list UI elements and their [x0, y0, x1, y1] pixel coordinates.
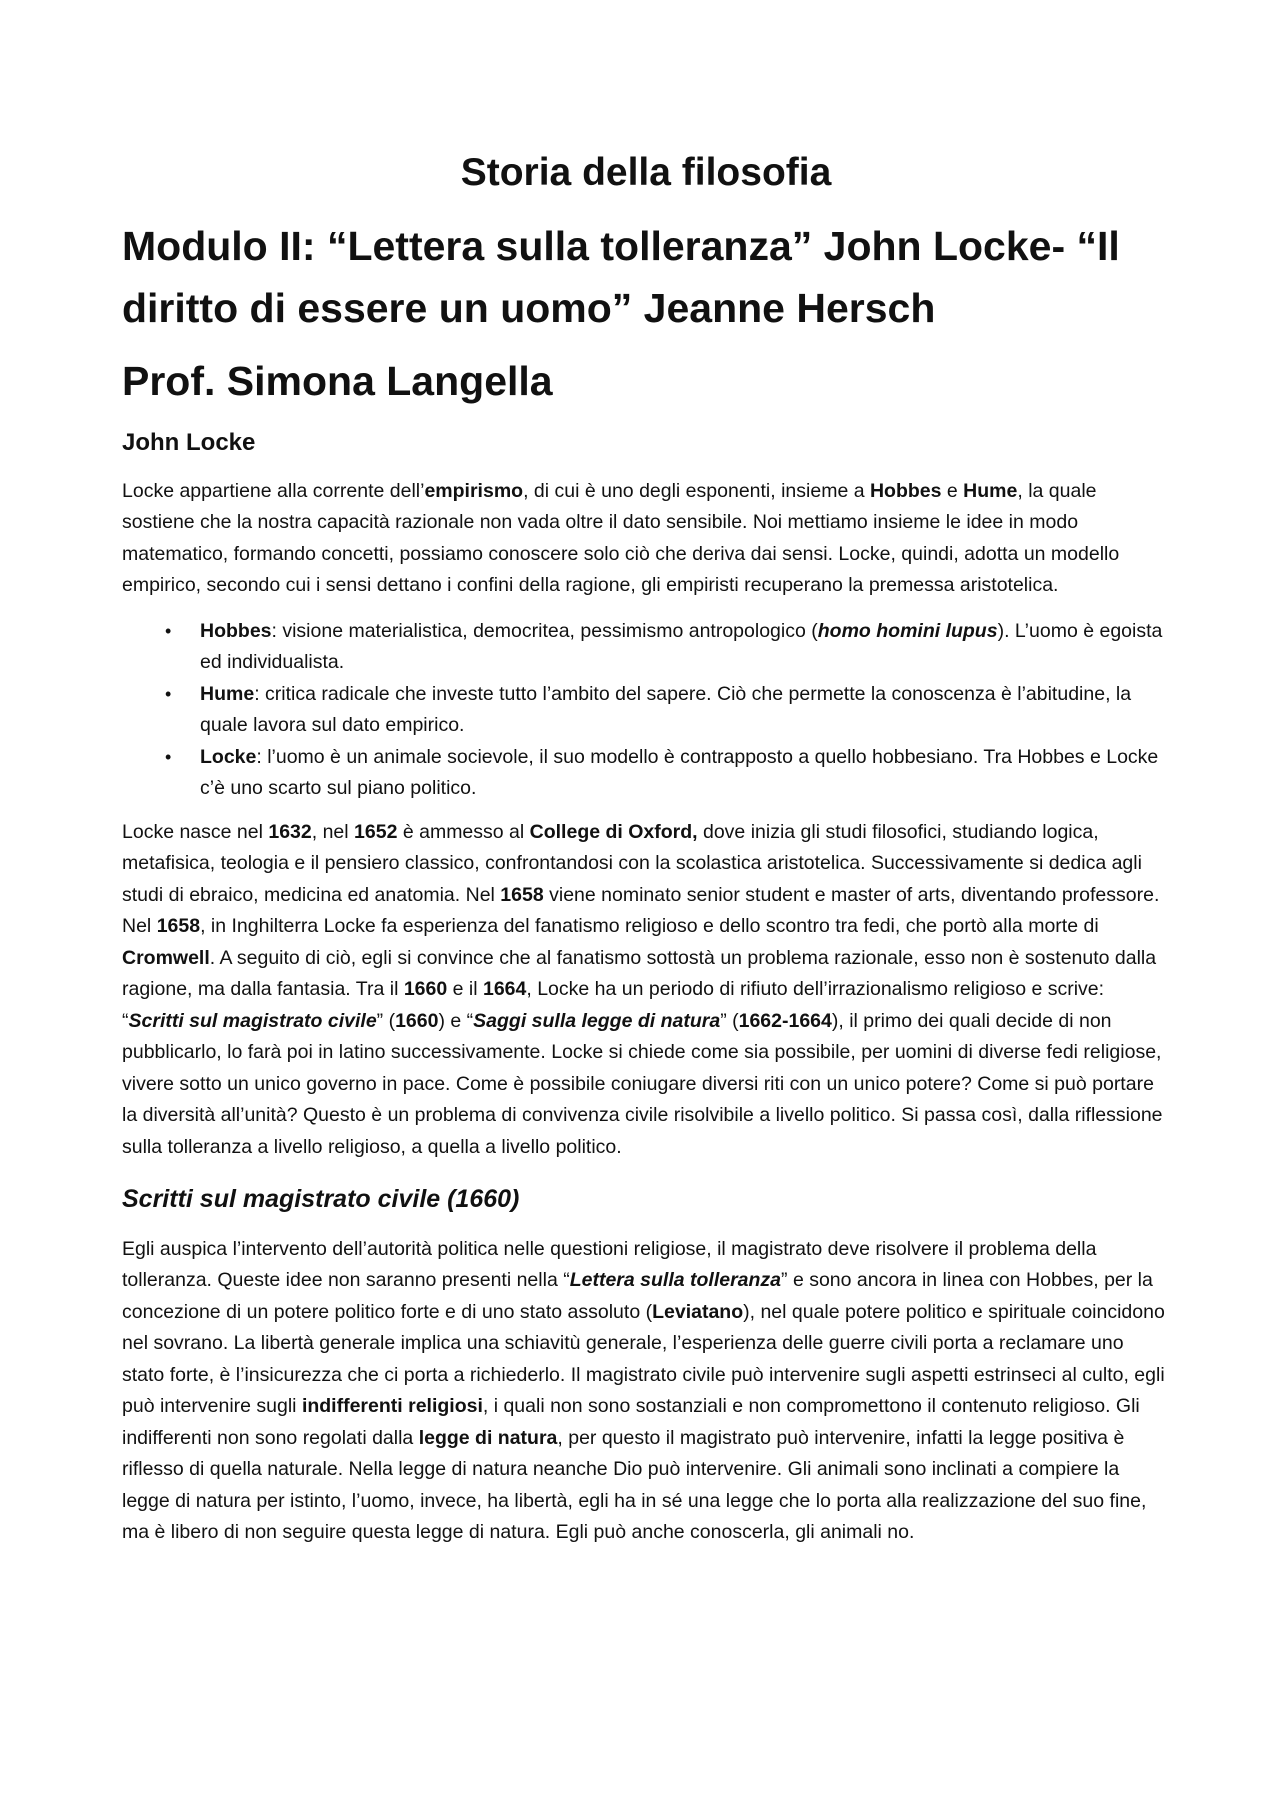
emphasis-term: Lettera sulla tolleranza: [569, 1269, 782, 1292]
bold-term: 1658: [500, 883, 544, 906]
bold-term: College di Oxford,: [529, 820, 698, 843]
text-run: : visione materialistica, democritea, pessimismo antropologico (: [271, 619, 818, 642]
text-run: , la quale sostiene che la nostra capacità razionale non vada oltre il dato sensibile. Noi mettiamo insieme le idee in modo matematico, formando concetti, possiamo conoscere solo ciò che deriva dai sensi. Locke, quindi, adotta un modello empirico, secondo cui i sensi dettano i confini della ragione, gli empiristi recuperano la premessa aristotelica.: [122, 479, 1120, 597]
subsection-heading: Scritti sul magistrato civile (1660): [122, 1185, 520, 1214]
text-run: , per questo il magistrato può intervenire, infatti la legge positiva è riflesso di quella naturale. Nella legge di natura neanche Dio può intervenire. Gli animali sono inclinati a compiere la legge di natura per istinto, l’uomo, invece, ha libertà, egli ha in sé una legge che lo porta alla realizzazione del suo fine, ma è libero di non seguire questa legge di natura. Egli può anche conoscerla, gli animali no.: [122, 1426, 1147, 1544]
section-heading: John Locke: [122, 428, 256, 456]
bold-term: Hume: [200, 682, 255, 705]
intro-paragraph: [122, 476, 1170, 602]
bullet-icon: •: [165, 683, 172, 704]
text-run: dove inizia gli studi filosofici, studiando logica, metafisica, teologia e il pensiero classico, confrontandosi con la scolastica aristotelica. Successivamente si dedica agli studi di ebraico, medicina ed anatomia. Nel: [122, 820, 1142, 906]
text-run: ” e sono ancora in linea con Hobbes, per la concezione di un potere politico forte e di uno stato assoluto (: [122, 1269, 1153, 1323]
professor-heading: Prof. Simona Langella: [122, 357, 553, 404]
text-run: Locke appartiene alla corrente dell’: [122, 479, 425, 502]
bold-term: 1660: [403, 978, 448, 1001]
bullet-icon: •: [165, 620, 172, 641]
text-run: e: [941, 479, 964, 502]
biography-paragraph: [122, 817, 1170, 1164]
bold-term: Leviatano: [652, 1300, 744, 1323]
bold-term: 1658: [156, 915, 201, 938]
bold-term: indifferenti religiosi: [301, 1395, 483, 1418]
text-run: Locke nasce nel: [122, 820, 269, 843]
page-title: Storia della filosofia: [460, 151, 832, 194]
text-run: : l’uomo è un animale socievole, il suo modello è contrapposto a quello hobbesiano. Tra Hobbes e Locke c’è uno scarto sul piano politico.: [200, 745, 1159, 800]
bullet-icon: •: [165, 746, 172, 767]
text-run: , in Inghilterra Locke fa esperienza del fanatismo religioso e dello scontro tra fedi, che portò alla morte di: [200, 915, 1099, 938]
module-heading: Modulo II: “Lettera sulla tolleranza” John Locke- “Il diritto di essere un uomo” Jeanne Hersch: [122, 222, 1120, 331]
bold-term: Locke: [200, 745, 257, 768]
emphasis-term: homo homini lupus: [817, 619, 998, 642]
bold-term: 1652: [354, 820, 398, 843]
bold-term: Hobbes: [200, 619, 272, 642]
text-run: ” (: [720, 1009, 739, 1032]
list-item: [165, 679, 1170, 742]
text-run: ), nel quale potere politico e spirituale coincidono nel sovrano. La libertà generale implica una schiavitù generale, l’esperienza delle guerre civili porta a reclamare uno stato forte, è l’insicurezza che ci porta a richiederlo. Il magistrato civile può intervenire sugli aspetti estrinseci al culto, egli può intervenire sugli: [122, 1300, 1165, 1418]
bold-term: Hobbes: [869, 479, 942, 502]
text-run: ” (: [376, 1009, 396, 1032]
text-run: ) e “: [438, 1009, 474, 1032]
text-run: è ammesso al: [397, 820, 530, 843]
emphasis-term: Scritti sul magistrato civile: [128, 1009, 377, 1032]
philosopher-list: [122, 616, 1170, 805]
bold-term: legge di natura: [418, 1426, 558, 1449]
bold-term: Hume: [963, 479, 1018, 502]
text-run: Egli auspica l’intervento dell’autorità politica nelle questioni religiose, il magistrato deve risolvere il problema della tolleranza. Queste idee non saranno presenti nella “: [122, 1237, 1097, 1292]
emphasis-term: Saggi sulla legge di natura: [473, 1009, 721, 1032]
text-run: , di cui è uno degli esponenti, insieme a: [523, 479, 870, 502]
text-run: , i quali non sono sostanziali e non compromettono il contenuto religioso. Gli indifferenti non sono regolati dalla: [122, 1395, 1140, 1449]
bold-term: 1632: [268, 820, 312, 843]
text-run: viene nominato senior student e master of arts, diventando professore. Nel: [122, 883, 1160, 938]
list-item: [165, 616, 1170, 679]
text-run: . A seguito di ciò, egli si convince che al fanatismo sottostà un problema razionale, esso non è sostenuto dalla ragione, ma dalla fantasia. Tra il: [122, 946, 1157, 1001]
bold-term: Cromwell: [122, 946, 210, 969]
text-run: , nel: [311, 820, 355, 843]
bold-term: 1664: [482, 978, 527, 1001]
list-item: [165, 742, 1170, 805]
text-run: : critica radicale che investe tutto l’ambito del sapere. Ciò che permette la conoscenza è l’abitudine, la quale lavora sul dato empirico.: [200, 682, 1132, 737]
bold-term: empirismo: [424, 479, 524, 502]
text-run: ), il primo dei quali decide di non pubblicarlo, lo farà poi in latino successivamente. Locke si chiede come sia possibile, per uomini di diverse fedi religiose, vivere sotto un unico governo in pace. Come è possibile coniugare diversi riti con un unico potere? Come si può portare la diversità all’unità? Questo è un problema di convivenza civile risolvibile a livello politico. Si passa così, dalla riflessione sulla tolleranza a livello religioso, a quella a livello politico.: [122, 1009, 1163, 1158]
text-run: , Locke ha un periodo di rifiuto dell’irrazionalismo religioso e scrive: “: [122, 978, 1105, 1032]
text-run: ). L’uomo è egoista ed individualista.: [200, 619, 1163, 674]
magistrate-paragraph: [122, 1234, 1170, 1549]
bold-term: 1660: [395, 1009, 439, 1032]
text-run: e il: [447, 978, 483, 1001]
bold-term: 1662-1664: [738, 1009, 832, 1032]
